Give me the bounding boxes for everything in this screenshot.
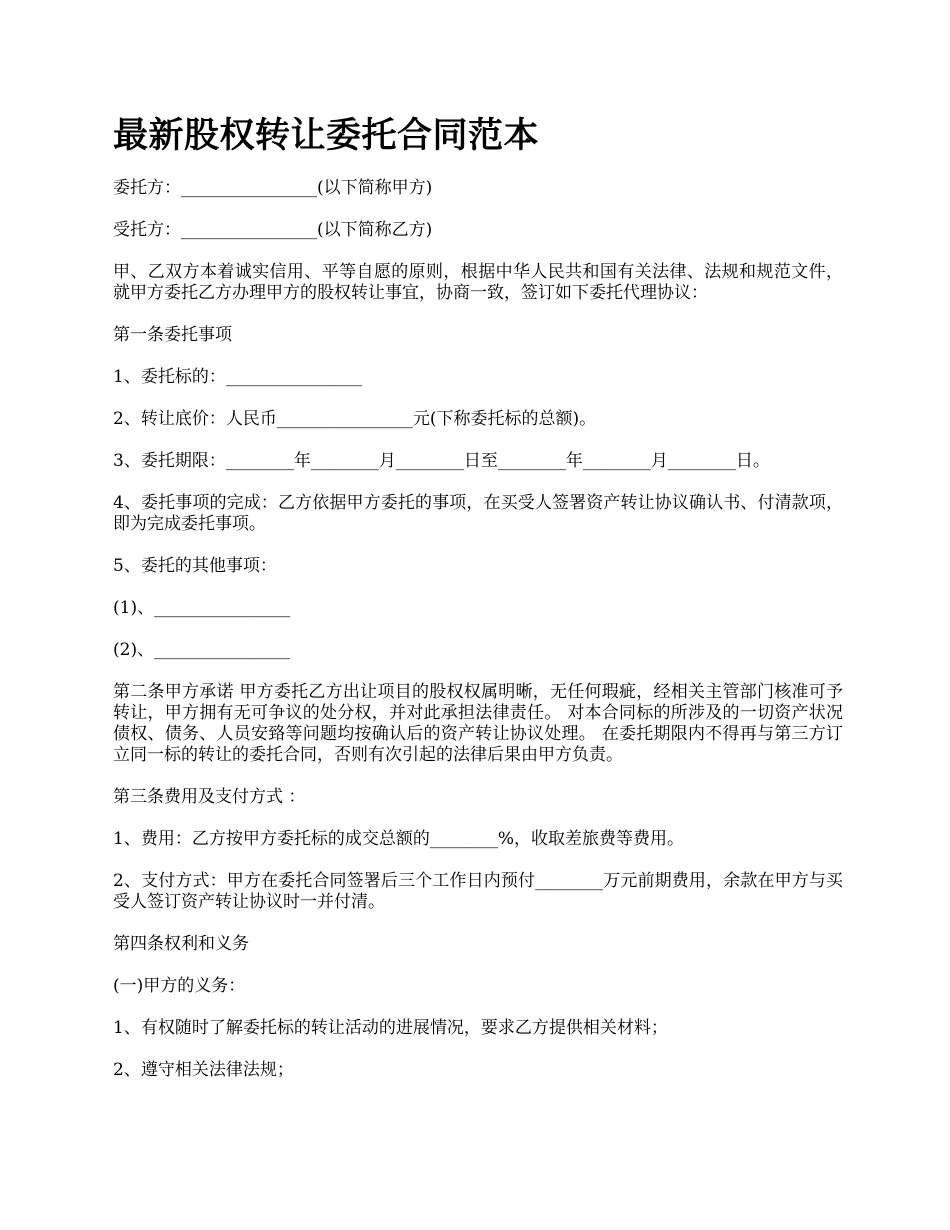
paragraph-payment: 2、支付方式：甲方在委托合同签署后三个工作日内预付________万元前期费用，余款在甲方与买受人签订资产转让协议时一并付清。 bbox=[113, 871, 843, 912]
paragraph-item-1: 1、委托标的：________________ bbox=[113, 367, 362, 387]
paragraph-article-2: 第二条甲方承诺 甲方委托乙方出让项目的股权权属明晰，无任何瑕疵，经相关主管部门核准可予转让，甲方拥有无可争议的处分权，并对此承担法律责任。 对本合同标的所涉及的一切资产状况债权、债务、人员安臵等问题均按确认后的资产转让协议处理。 在委托期限内不得再与第三方订立同一标的转让的委托合同，否则有次引起的法律后果由甲方负责。 bbox=[113, 682, 843, 765]
heading-article-1: 第一条委托事项 bbox=[113, 325, 232, 345]
heading-article-4: 第四条权利和义务 bbox=[113, 934, 249, 954]
document-page bbox=[113, 112, 843, 1102]
paragraph-obligation-1: 1、有权随时了解委托标的转让活动的进展情况，要求乙方提供相关材料； bbox=[113, 1018, 668, 1038]
paragraph-agent: 受托方：________________(以下简称乙方) bbox=[113, 220, 433, 240]
paragraph-preamble: 甲、乙双方本着诚实信用、平等自愿的原则，根据中华人民共和国有关法律、法规和规范文件，就甲方委托乙方办理甲方的股权转让事宜，协商一致，签订如下委托代理协议： bbox=[113, 262, 843, 303]
paragraph-subitem-2: (2)、________________ bbox=[113, 640, 291, 660]
heading-party-a-obligations: (一)甲方的义务： bbox=[113, 976, 246, 996]
paragraph-subitem-1: (1)、________________ bbox=[113, 598, 291, 618]
heading-article-3: 第三条费用及支付方式 ： bbox=[113, 787, 306, 807]
paragraph-obligation-2: 2、遵守相关法律法规； bbox=[113, 1060, 294, 1080]
paragraph-item-4: 4、委托事项的完成：乙方依据甲方委托的事项，在买受人签署资产转让协议确认书、付清款项，即为完成委托事项。 bbox=[113, 493, 843, 534]
paragraph-fee: 1、费用：乙方按甲方委托标的成交总额的________%，收取差旅费等费用。 bbox=[113, 829, 684, 849]
paragraph-item-5: 5、委托的其他事项： bbox=[113, 556, 277, 576]
document-title: 最新股权转让委托合同范本 bbox=[113, 116, 540, 156]
paragraph-item-3: 3、委托期限：________年________月________日至________年________月________日。 bbox=[113, 451, 770, 471]
paragraph-item-2: 2、转让底价：人民币________________元(下称委托标的总额)。 bbox=[113, 409, 597, 429]
paragraph-principal: 委托方：________________(以下简称甲方) bbox=[113, 178, 433, 198]
